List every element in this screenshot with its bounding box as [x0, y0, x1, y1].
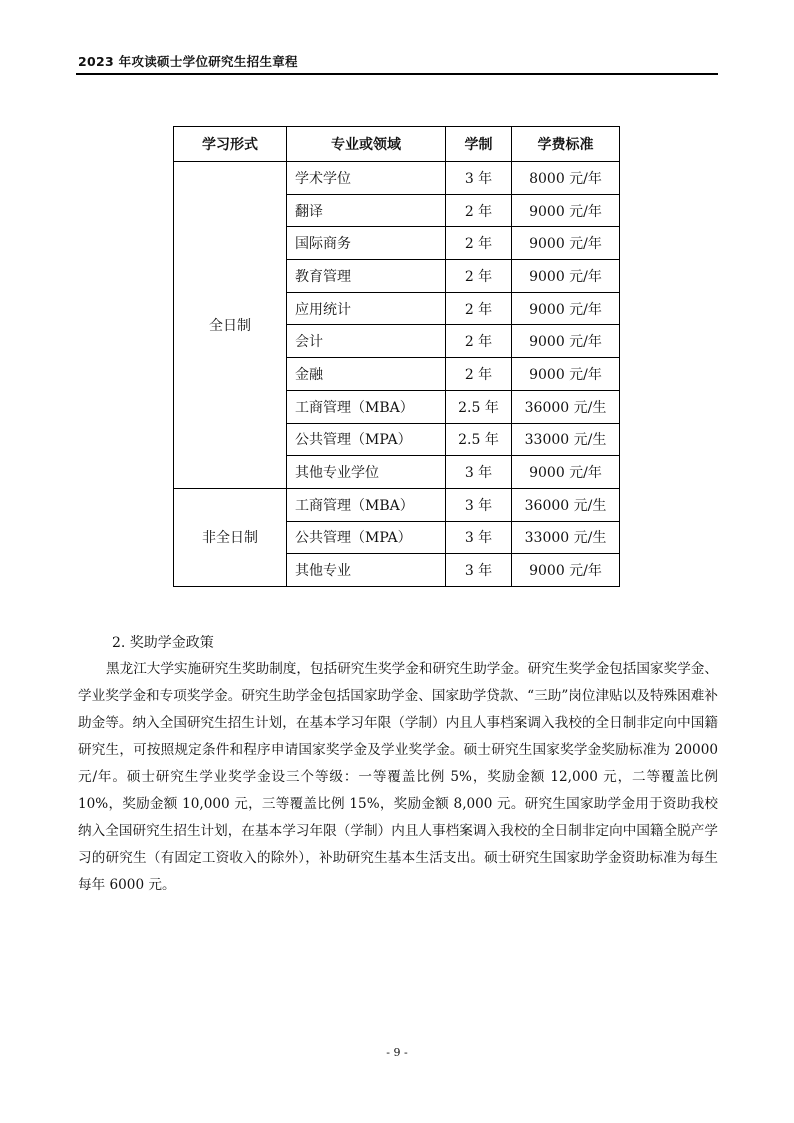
- study-mode-cell: 非全日制: [174, 488, 287, 586]
- fee-cell: 8000 元/年: [512, 162, 620, 195]
- fee-cell: 36000 元/生: [512, 488, 620, 521]
- duration-cell: 2.5 年: [446, 390, 512, 423]
- duration-cell: 3 年: [446, 456, 512, 489]
- duration-cell: 3 年: [446, 488, 512, 521]
- duration-cell: 3 年: [446, 554, 512, 587]
- major-cell: 学术学位: [287, 162, 446, 195]
- column-header-fee: 学费标准: [512, 127, 620, 162]
- section-title: 2. 奖助学金政策: [112, 635, 214, 651]
- major-cell: 其他专业学位: [287, 456, 446, 489]
- fee-cell: 9000 元/年: [512, 554, 620, 587]
- duration-cell: 3 年: [446, 162, 512, 195]
- header-divider: [76, 73, 718, 75]
- major-cell: 工商管理（MBA）: [287, 488, 446, 521]
- fee-cell: 36000 元/生: [512, 390, 620, 423]
- study-mode-cell: 全日制: [174, 162, 287, 489]
- page-number: - 9 -: [386, 1046, 408, 1059]
- table-row: [174, 488, 620, 521]
- major-cell: 金融: [287, 358, 446, 391]
- duration-cell: 2 年: [446, 292, 512, 325]
- table-row: [174, 162, 620, 195]
- duration-cell: 2 年: [446, 194, 512, 227]
- major-cell: 教育管理: [287, 260, 446, 293]
- column-header-major: 专业或领域: [287, 127, 446, 162]
- column-header-mode: 学习形式: [174, 127, 287, 162]
- duration-cell: 2 年: [446, 227, 512, 260]
- fee-cell: 9000 元/年: [512, 358, 620, 391]
- fee-cell: 9000 元/年: [512, 292, 620, 325]
- tuition-table: [173, 126, 620, 587]
- major-cell: 工商管理（MBA）: [287, 390, 446, 423]
- fee-cell: 9000 元/年: [512, 456, 620, 489]
- major-cell: 会计: [287, 325, 446, 358]
- fee-cell: 9000 元/年: [512, 227, 620, 260]
- table-header-row: [174, 127, 620, 162]
- fee-cell: 9000 元/年: [512, 260, 620, 293]
- duration-cell: 2.5 年: [446, 423, 512, 456]
- scholarship-paragraph: 黑龙江大学实施研究生奖助制度，包括研究生奖学金和研究生助学金。研究生奖学金包括国家奖学金、学业奖学金和专项奖学金。研究生助学金包括国家助学金、国家助学贷款、“三助”岗位津贴以及特殊困难补助金等。纳入全国研究生招生计划，在基本学习年限（学制）内且人事档案调入我校的全日制非定向中国籍研究生，可按照规定条件和程序申请国家奖学金及学业奖学金。硕士研究生国家奖学金奖励标准为 20000 元/年。硕士研究生学业奖学金设三个等级：一等覆盖比例 5%，奖励金额 12,000 元，二等覆盖比例 10%，奖励金额 10,000 元，三等覆盖比例 15%，奖励金额 8,000 元。研究生国家助学金用于资助我校纳入全国研究生招生计划，在基本学习年限（学制）内且人事档案调入我校的全日制非定向中国籍全脱产学习的研究生（有固定工资收入的除外），补助研究生基本生活支出。硕士研究生国家助学金资助标准为每生每年 6000 元。: [78, 661, 718, 893]
- fee-cell: 33000 元/生: [512, 521, 620, 554]
- fee-cell: 33000 元/生: [512, 423, 620, 456]
- duration-cell: 2 年: [446, 260, 512, 293]
- major-cell: 其他专业: [287, 554, 446, 587]
- duration-cell: 2 年: [446, 325, 512, 358]
- duration-cell: 2 年: [446, 358, 512, 391]
- major-cell: 国际商务: [287, 227, 446, 260]
- fee-cell: 9000 元/年: [512, 325, 620, 358]
- major-cell: 翻译: [287, 194, 446, 227]
- major-cell: 应用统计: [287, 292, 446, 325]
- page-header-title: 2023 年攻读硕士学位研究生招生章程: [78, 54, 298, 69]
- fee-cell: 9000 元/年: [512, 194, 620, 227]
- major-cell: 公共管理（MPA）: [287, 423, 446, 456]
- major-cell: 公共管理（MPA）: [287, 521, 446, 554]
- column-header-duration: 学制: [446, 127, 512, 162]
- duration-cell: 3 年: [446, 521, 512, 554]
